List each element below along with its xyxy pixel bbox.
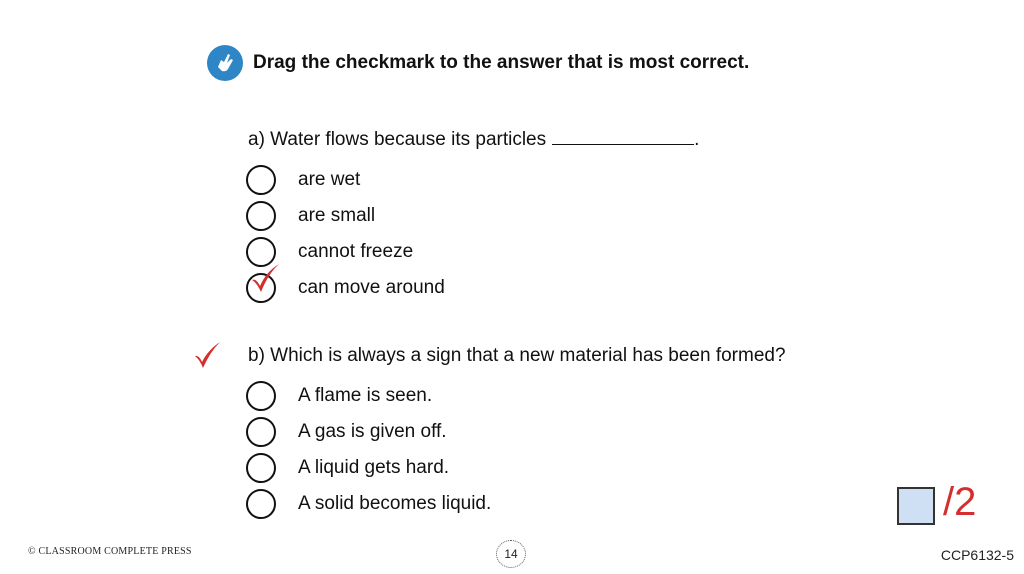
- option-label: A gas is given off.: [298, 421, 447, 442]
- question-a-prompt: a) Water flows because its particles: [248, 129, 547, 150]
- option-a3[interactable]: [246, 237, 646, 267]
- radio-button[interactable]: [246, 417, 276, 447]
- option-a1[interactable]: [246, 165, 646, 195]
- option-label: A liquid gets hard.: [298, 457, 450, 478]
- score-total: /2: [943, 480, 977, 524]
- option-b2[interactable]: [246, 417, 646, 447]
- option-a2[interactable]: [246, 201, 646, 231]
- question-a: [248, 128, 699, 151]
- option-label: cannot freeze: [298, 241, 414, 262]
- option-b3[interactable]: [246, 453, 646, 483]
- option-a4[interactable]: [246, 273, 646, 303]
- draggable-checkmark-icon[interactable]: [192, 340, 222, 370]
- question-b: [248, 345, 786, 367]
- score-input-box[interactable]: [897, 487, 935, 525]
- option-label: A flame is seen.: [298, 385, 433, 406]
- radio-button[interactable]: [246, 453, 276, 483]
- option-label: are small: [298, 205, 376, 226]
- radio-button[interactable]: [246, 273, 276, 303]
- instruction-text: Drag the checkmark to the answer that is most correct.: [253, 52, 750, 73]
- publisher-logo: © CLASSROOM COMPLETE PRESS: [28, 546, 192, 557]
- radio-button[interactable]: [246, 489, 276, 519]
- radio-button[interactable]: [246, 237, 276, 267]
- option-b1[interactable]: [246, 381, 646, 411]
- radio-button[interactable]: [246, 165, 276, 195]
- option-label: are wet: [298, 169, 361, 190]
- radio-button[interactable]: [246, 381, 276, 411]
- page-number: 14: [496, 540, 526, 568]
- answer-blank: [552, 128, 694, 145]
- pointing-hand-icon: [207, 45, 243, 81]
- option-label: A solid becomes liquid.: [298, 493, 492, 514]
- radio-button[interactable]: [246, 201, 276, 231]
- option-b4[interactable]: [246, 489, 646, 519]
- question-a-prompt-end: .: [694, 129, 700, 150]
- product-code: CCP6132-5: [940, 547, 1014, 563]
- option-label: can move around: [298, 277, 445, 298]
- question-b-prompt: b) Which is always a sign that a new material has been formed?: [248, 345, 786, 366]
